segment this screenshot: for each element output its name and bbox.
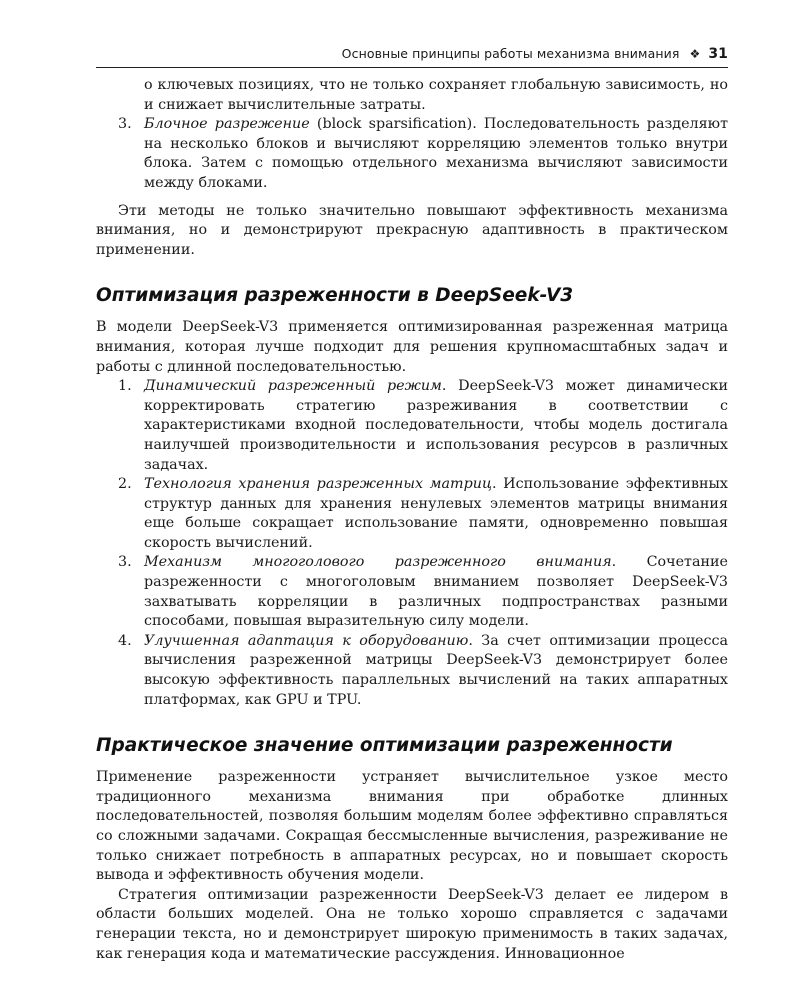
- section-heading-deepseek-sparsity: Оптимизация разреженности в DeepSeek-V3: [96, 285, 574, 307]
- list-item-number: 1.: [118, 378, 132, 395]
- list-item: [96, 553, 728, 631]
- section-heading-practical-value: Практическое значение оптимизации разреженности: [96, 735, 673, 757]
- list-item-number: 3.: [118, 116, 132, 133]
- list-item-term: Динамический разреженный режим: [144, 378, 442, 395]
- list-item-text: . Использование эффективных структур данных для хранения ненулевых элементов матрицы внимания еще больше сокращает использование памяти, одновременно повышая скорость вычислений.: [144, 476, 728, 551]
- list-item-number: 4.: [118, 632, 132, 649]
- ornament-icon: ❖: [689, 47, 701, 61]
- intro-list: [96, 115, 728, 193]
- list-item-number: 3.: [118, 554, 132, 571]
- list-item-text: (block sparsification). Последовательность разделяют на несколько блоков и вычисляют корреляцию элементов только внутри блока. Затем с помощью отдельного механизма вычисляют зависимости между блоками.: [144, 116, 729, 191]
- list-item-term: Улучшенная адаптация к оборудованию: [144, 632, 469, 649]
- list-item-term: Механизм многоголового разреженного внимания: [144, 554, 612, 571]
- list-item: [96, 632, 728, 710]
- list-item: [96, 115, 728, 193]
- body-paragraph: Применение разреженности устраняет вычислительное узкое место традиционного механизма внимания при обработке длинных последовательностей, позволяя большим моделям более эффективно справляться со сложными задачами. Сокращая бессмысленные вычисления, разреживание не только снижает потребность в аппаратных ресурсах, но и повышает скорость вывода и эффективность обучения модели.: [96, 769, 728, 884]
- summary-paragraph: Эти методы не только значительно повышают эффективность механизма внимания, но и демонстрируют прекрасную адаптивность в практическом применении.: [96, 202, 728, 258]
- body-paragraph: Стратегия оптимизации разреженности DeepSeek-V3 делает ее лидером в области больших моделей. Она не только хорошо справляется с задачами генерации текста, но и демонстрирует широкую применимость в таких задачах, как генерация кода и математические рассуждения. Инновационное: [96, 886, 728, 962]
- list-item-term: Блочное разрежение: [144, 116, 310, 133]
- section-lead-paragraph: В модели DeepSeek-V3 применяется оптимизированная разреженная матрица внимания, которая лучше подходит для решения крупномасштабных задач и работы с длинной последовательностью.: [96, 319, 728, 375]
- running-title: Основные принципы работы механизма внимания: [341, 46, 680, 61]
- list-item-text: . Сочетание разреженности с многоголовым вниманием позволяет DeepSeek-V3 захватывать корреляции в различных подпространствах разными способами, повышая выразительную силу модели.: [144, 554, 728, 630]
- numbered-list: [96, 377, 728, 710]
- running-header: [96, 46, 728, 68]
- list-item: [96, 377, 728, 475]
- list-item-text: . За счет оптимизации процесса вычисления разреженной матрицы DeepSeek-V3 демонстрирует более высокую эффективность параллельных вычислений на таких аппаратных платформах, как GPU и TPU.: [144, 632, 729, 708]
- book-page: [96, 46, 728, 964]
- list-item-term: Технология хранения разреженных матриц: [144, 476, 492, 493]
- page-body: [96, 76, 728, 964]
- list-item-continuation: о ключевых позициях, что не только сохраняет глобальную зависимость, но и снижает вычислительные затраты.: [144, 77, 728, 113]
- list-item: [96, 475, 728, 553]
- page-number: 31: [708, 46, 728, 62]
- list-item-text: . DeepSeek-V3 может динамически корректировать стратегию разреживания в соответствии с характеристиками входной последовательности, чтобы модель достигала наилучшей производительности и использования ресурсов в различных задачах.: [144, 378, 728, 473]
- list-item-number: 2.: [118, 476, 132, 493]
